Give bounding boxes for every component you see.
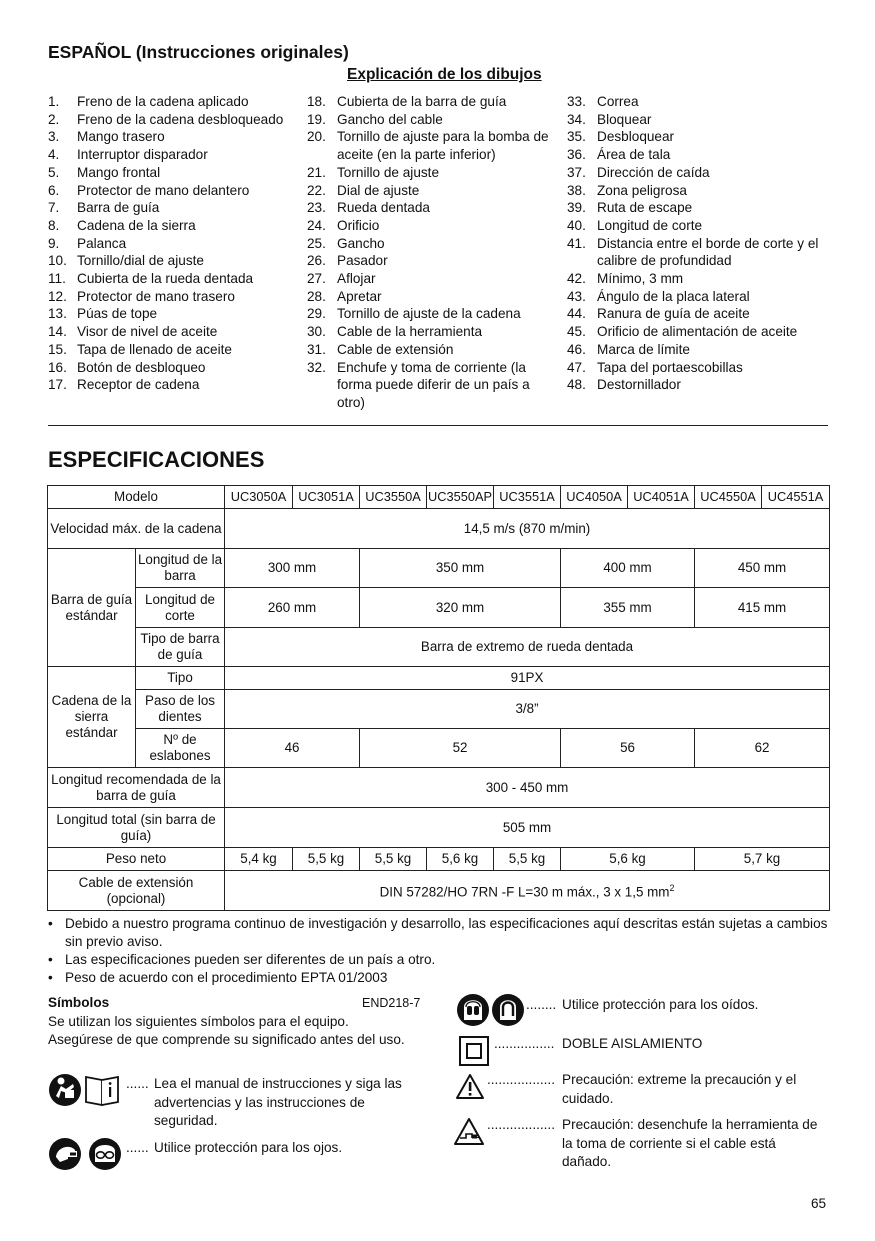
dot-leader: .................. <box>487 1117 555 1132</box>
cut-length-row <box>48 588 830 628</box>
bar-length-value: 400 mm <box>561 549 695 588</box>
legend-item-text: Apretar <box>337 288 382 304</box>
legend-item-number: 23. <box>307 200 326 216</box>
legend-item <box>48 288 288 306</box>
symbol-text: DOBLE AISLAMIENTO <box>562 1036 703 1051</box>
legend-item <box>48 182 288 200</box>
double-insulation-icon <box>458 1035 490 1067</box>
legend-item <box>567 235 829 270</box>
links-value: 62 <box>695 729 830 768</box>
cut-length-value: 415 mm <box>695 588 830 628</box>
legend-item-number: 7. <box>48 200 60 216</box>
legend-item <box>567 323 829 341</box>
legend-item <box>48 359 288 377</box>
extension-cable-value <box>225 871 830 911</box>
legend-column-3 <box>567 93 829 394</box>
legend-item-text: Tapa de llenado de aceite <box>77 341 232 357</box>
cut-length-label: Longitud de corte <box>136 588 225 628</box>
speed-label: Velocidad máx. de la cadena <box>48 509 225 549</box>
legend-item <box>567 341 829 359</box>
legend-item <box>567 376 829 394</box>
dot-leader: ........ <box>526 997 557 1012</box>
symbol-row-eye-protection <box>126 1139 421 1158</box>
legend-item <box>48 146 288 164</box>
legend-item-text: Protector de mano delantero <box>77 182 250 198</box>
legend-item-number: 43. <box>567 288 586 304</box>
legend-item <box>567 359 829 377</box>
weight-row <box>48 848 830 871</box>
bar-length-row <box>48 549 830 588</box>
legend-item-number: 26. <box>307 253 326 269</box>
symbol-row-double-insulation <box>494 1035 826 1054</box>
pitch-row <box>48 690 830 729</box>
legend-item-number: 46. <box>567 341 586 357</box>
speed-row <box>48 509 830 549</box>
legend-item-number: 30. <box>307 324 326 340</box>
legend-item <box>307 270 552 288</box>
legend-item-number: 2. <box>48 111 60 127</box>
legend-item-text: Rueda dentada <box>337 200 430 216</box>
legend-item <box>307 111 552 129</box>
legend-item-text: Orificio <box>337 217 380 233</box>
legend-item-text: Bloquear <box>597 111 652 127</box>
cut-length-value: 355 mm <box>561 588 695 628</box>
dot-leader: ...... <box>126 1140 149 1155</box>
legend-item-text: Visor de nivel de aceite <box>77 324 218 340</box>
bar-type-row <box>48 628 830 667</box>
legend-item <box>567 182 829 200</box>
legend-item-number: 5. <box>48 164 60 180</box>
legend-item <box>48 270 288 288</box>
symbol-text: Utilice protección para los ojos. <box>154 1140 343 1155</box>
weight-value: 5,7 kg <box>695 848 830 871</box>
legend-item-text: Dial de ajuste <box>337 182 420 198</box>
ear-protection-icon <box>456 992 526 1028</box>
model-cell: UC4550A <box>695 486 762 509</box>
legend-item-number: 38. <box>567 182 586 198</box>
chain-type-label: Tipo <box>136 667 225 690</box>
legend-item-text: Mínimo, 3 mm <box>597 271 684 287</box>
unplug-caution-icon <box>453 1117 485 1146</box>
symbol-text: Utilice protección para los oídos. <box>562 997 759 1012</box>
extension-cable-superscript: 2 <box>669 883 675 894</box>
legend-item-number: 22. <box>307 182 326 198</box>
legend-item <box>567 305 829 323</box>
legend-item-text: Tornillo de ajuste <box>337 164 440 180</box>
legend-item-number: 41. <box>567 235 586 251</box>
legend-item-number: 36. <box>567 147 586 163</box>
symbol-row-ear-protection <box>526 996 826 1015</box>
legend-item-text: Cubierta de la rueda dentada <box>77 271 254 287</box>
extension-cable-row <box>48 871 830 911</box>
legend-item-text: Cubierta de la barra de guía <box>337 94 507 109</box>
model-cell: UC4551A <box>762 486 830 509</box>
legend-item <box>307 164 552 182</box>
legend-item-number: 29. <box>307 306 326 322</box>
note-item <box>48 951 838 969</box>
legend-item <box>567 128 829 146</box>
model-row <box>48 486 830 509</box>
legend-item-text: Tornillo de ajuste de la cadena <box>337 306 521 322</box>
legend-item <box>307 182 552 200</box>
chain-type-value: 91PX <box>225 667 830 690</box>
bullet: • <box>48 970 53 985</box>
links-row <box>48 729 830 768</box>
pitch-label: Paso de los dientes <box>136 690 225 729</box>
extension-cable-text: DIN 57282/HO 7RN -F L=30 m máx., 3 x 1,5 mm <box>379 884 670 900</box>
spec-notes <box>48 915 838 987</box>
legend-item-text: Zona peligrosa <box>597 182 687 198</box>
legend-item <box>48 93 288 111</box>
legend-item-text: Área de tala <box>597 147 671 163</box>
model-cell: UC3551A <box>494 486 561 509</box>
legend-item-number: 32. <box>307 359 326 375</box>
legend-item-text: Púas de tope <box>77 306 158 322</box>
legend-item-text: Destornillador <box>597 377 681 393</box>
weight-value: 5,5 kg <box>494 848 561 871</box>
legend-item-text: Cable de la herramienta <box>337 324 483 340</box>
legend-item <box>567 270 829 288</box>
bar-length-value: 300 mm <box>225 549 360 588</box>
legend-item-number: 45. <box>567 324 586 340</box>
weight-label: Peso neto <box>48 848 225 871</box>
legend-item-text: Ranura de guía de aceite <box>597 306 750 322</box>
note-text: Debido a nuestro programa continuo de investigación y desarrollo, las especificaciones aquí descritas están sujetas a cambios sin previo aviso. <box>65 916 828 949</box>
legend-item-text: Interruptor disparador <box>77 147 208 163</box>
specifications-title: ESPECIFICACIONES <box>48 447 265 472</box>
legend-item-text: Barra de guía <box>77 200 160 216</box>
legend-item-text: Mango frontal <box>77 164 161 180</box>
legend-item-text: Correa <box>597 94 639 109</box>
legend-item-number: 42. <box>567 271 586 287</box>
total-length-row <box>48 808 830 848</box>
legend-item <box>48 323 288 341</box>
symbol-row-unplug-caution <box>487 1116 827 1172</box>
total-length-value: 505 mm <box>225 808 830 848</box>
legend-item-text: Dirección de caída <box>597 164 710 180</box>
legend-item <box>307 323 552 341</box>
note-text: Peso de acuerdo con el procedimiento EPTA 01/2003 <box>65 970 388 985</box>
legend-item-number: 27. <box>307 271 326 287</box>
legend-item-text: Gancho <box>337 235 385 251</box>
weight-value: 5,5 kg <box>360 848 427 871</box>
legend-item <box>48 376 288 394</box>
legend-item-number: 40. <box>567 217 586 233</box>
weight-value: 5,6 kg <box>427 848 494 871</box>
legend-item-number: 25. <box>307 235 326 251</box>
speed-value: 14,5 m/s (870 m/min) <box>225 509 830 549</box>
legend-item-number: 33. <box>567 94 586 109</box>
cut-length-value: 260 mm <box>225 588 360 628</box>
legend-item-text: Ángulo de la placa lateral <box>597 288 750 304</box>
recommended-bar-label: Longitud recomendada de la barra de guía <box>48 768 225 808</box>
legend-item-number: 39. <box>567 200 586 216</box>
legend-item-text: Desbloquear <box>597 129 675 145</box>
legend-item-text: Botón de desbloqueo <box>77 359 206 375</box>
legend-item-number: 31. <box>307 341 326 357</box>
specifications-table <box>47 485 830 911</box>
model-cell: UC3051A <box>293 486 360 509</box>
symbol-text: Precaución: extreme la precaución y el cuidado. <box>562 1072 797 1106</box>
legend-item-number: 4. <box>48 147 60 163</box>
weight-value: 5,5 kg <box>293 848 360 871</box>
legend-column-2 <box>307 93 552 412</box>
cut-length-value: 320 mm <box>360 588 561 628</box>
legend-item <box>567 146 829 164</box>
links-label: Nº de eslabones <box>136 729 225 768</box>
bar-length-label: Longitud de la barra <box>136 549 225 588</box>
legend-item <box>567 199 829 217</box>
legend-item-number: 9. <box>48 235 60 251</box>
legend-item-text: Aflojar <box>337 271 376 287</box>
legend-item-number: 35. <box>567 129 586 145</box>
legend-item <box>307 305 552 323</box>
legend-item <box>307 93 552 111</box>
total-length-label: Longitud total (sin barra de guía) <box>48 808 225 848</box>
symbol-row-caution <box>487 1071 827 1108</box>
legend-item-text: Freno de la cadena desbloqueado <box>77 111 284 127</box>
legend-item-number: 34. <box>567 111 586 127</box>
links-value: 52 <box>360 729 561 768</box>
section-divider <box>48 425 828 426</box>
legend-item <box>48 341 288 359</box>
bar-type-label: Tipo de barra de guía <box>136 628 225 667</box>
recommended-bar-row <box>48 768 830 808</box>
legend-item <box>48 217 288 235</box>
legend-title: Explicación de los dibujos <box>347 66 542 83</box>
legend-item <box>307 341 552 359</box>
read-manual-icon <box>48 1071 120 1109</box>
legend-item-number: 8. <box>48 217 60 233</box>
legend-item-number: 18. <box>307 94 326 109</box>
note-item <box>48 969 838 987</box>
legend-item-number: 17. <box>48 377 67 393</box>
legend-item-number: 48. <box>567 377 586 393</box>
bar-length-value: 450 mm <box>695 549 830 588</box>
legend-item-text: Freno de la cadena aplicado <box>77 94 249 109</box>
legend-item-number: 37. <box>567 164 586 180</box>
legend-item-number: 14. <box>48 324 67 340</box>
legend-item <box>48 164 288 182</box>
model-cell: UC3550AP <box>427 486 494 509</box>
legend-item <box>567 164 829 182</box>
legend-item-text: Orificio de alimentación de aceite <box>597 324 798 340</box>
symbols-heading: Símbolos <box>48 995 110 1010</box>
model-label: Modelo <box>48 486 225 509</box>
legend-item <box>307 199 552 217</box>
legend-item-number: 16. <box>48 359 67 375</box>
legend-item <box>567 288 829 306</box>
legend-column-1 <box>48 93 288 394</box>
links-value: 56 <box>561 729 695 768</box>
legend-item-text: Cadena de la sierra <box>77 217 196 233</box>
legend-item-number: 24. <box>307 217 326 233</box>
guide-bar-label: Barra de guía estándar <box>48 549 136 667</box>
legend-item-text: Tornillo de ajuste para la bomba de aceite (en la parte inferior) <box>337 129 549 163</box>
legend-item-number: 1. <box>48 94 60 109</box>
legend-item-text: Marca de límite <box>597 341 690 357</box>
model-cell: UC3550A <box>360 486 427 509</box>
legend-item <box>307 288 552 306</box>
bar-length-value: 350 mm <box>360 549 561 588</box>
legend-item <box>307 235 552 253</box>
legend-item <box>48 252 288 270</box>
legend-item-number: 13. <box>48 306 67 322</box>
legend-item <box>307 217 552 235</box>
legend-item-number: 12. <box>48 288 67 304</box>
legend-item-text: Palanca <box>77 235 127 251</box>
legend-item <box>307 252 552 270</box>
legend-item-text: Cable de extensión <box>337 341 454 357</box>
legend-item-number: 19. <box>307 111 326 127</box>
legend-item <box>567 93 829 111</box>
model-cell: UC4051A <box>628 486 695 509</box>
legend-item-number: 15. <box>48 341 67 357</box>
legend-item-text: Ruta de escape <box>597 200 693 216</box>
bullet: • <box>48 916 53 931</box>
legend-item-text: Distancia entre el borde de corte y el calibre de profundidad <box>597 235 819 269</box>
dot-leader: ................ <box>494 1036 555 1051</box>
legend-item <box>48 199 288 217</box>
legend-item <box>567 111 829 129</box>
model-cell: UC4050A <box>561 486 628 509</box>
symbol-row-read-manual <box>126 1075 421 1131</box>
note-item <box>48 915 838 951</box>
legend-item-number: 6. <box>48 182 60 198</box>
caution-icon <box>455 1073 485 1100</box>
legend-item-text: Pasador <box>337 253 388 269</box>
bullet: • <box>48 952 53 967</box>
model-cell: UC3050A <box>225 486 293 509</box>
symbols-intro: Se utilizan los siguientes símbolos para el equipo. Asegúrese de que comprende su significado antes del uso. <box>48 1014 405 1047</box>
legend-item-number: 21. <box>307 164 326 180</box>
legend-item-number: 47. <box>567 359 586 375</box>
legend-item-text: Longitud de corte <box>597 217 703 233</box>
legend-item <box>48 111 288 129</box>
legend-item-text: Mango trasero <box>77 129 165 145</box>
legend-item-text: Tapa del portaescobillas <box>597 359 743 375</box>
legend-item-text: Receptor de cadena <box>77 377 200 393</box>
pitch-value: 3/8” <box>225 690 830 729</box>
legend-item-text: Protector de mano trasero <box>77 288 235 304</box>
weight-value: 5,4 kg <box>225 848 293 871</box>
extension-cable-label: Cable de extensión (opcional) <box>48 871 225 911</box>
language-title: ESPAÑOL (Instrucciones originales) <box>48 42 349 62</box>
symbols-code: END218-7 <box>362 996 421 1010</box>
legend-item <box>48 235 288 253</box>
legend-item-number: 10. <box>48 253 67 269</box>
bar-type-value: Barra de extremo de rueda dentada <box>225 628 830 667</box>
legend-item-number: 20. <box>307 129 326 145</box>
symbol-text: Lea el manual de instrucciones y siga las advertencias y las instrucciones de seguridad. <box>154 1076 402 1128</box>
dot-leader: .................. <box>487 1072 555 1087</box>
legend-item-text: Gancho del cable <box>337 111 443 127</box>
symbol-text: Precaución: desenchufe la herramienta de la toma de corriente si el cable está dañado. <box>562 1117 818 1169</box>
legend-item <box>567 217 829 235</box>
legend-item <box>307 128 552 163</box>
legend-item-number: 28. <box>307 288 326 304</box>
legend-item-text: Tornillo/dial de ajuste <box>77 253 204 269</box>
legend-item-text: Enchufe y toma de corriente (la forma puede diferir de un país a otro) <box>337 359 530 410</box>
page-number: 65 <box>811 1196 827 1211</box>
dot-leader: ...... <box>126 1076 149 1091</box>
chain-label: Cadena de la sierra estándar <box>48 667 136 768</box>
legend-item <box>48 128 288 146</box>
note-text: Las especificaciones pueden ser diferentes de un país a otro. <box>65 952 436 967</box>
weight-value: 5,6 kg <box>561 848 695 871</box>
recommended-bar-value: 300 - 450 mm <box>225 768 830 808</box>
legend-item-number: 44. <box>567 306 586 322</box>
links-value: 46 <box>225 729 360 768</box>
eye-protection-icon <box>48 1136 123 1172</box>
chain-type-row <box>48 667 830 690</box>
legend-item-number: 11. <box>48 271 66 287</box>
legend-item <box>307 359 552 412</box>
legend-item-number: 3. <box>48 129 60 145</box>
legend-item <box>48 305 288 323</box>
